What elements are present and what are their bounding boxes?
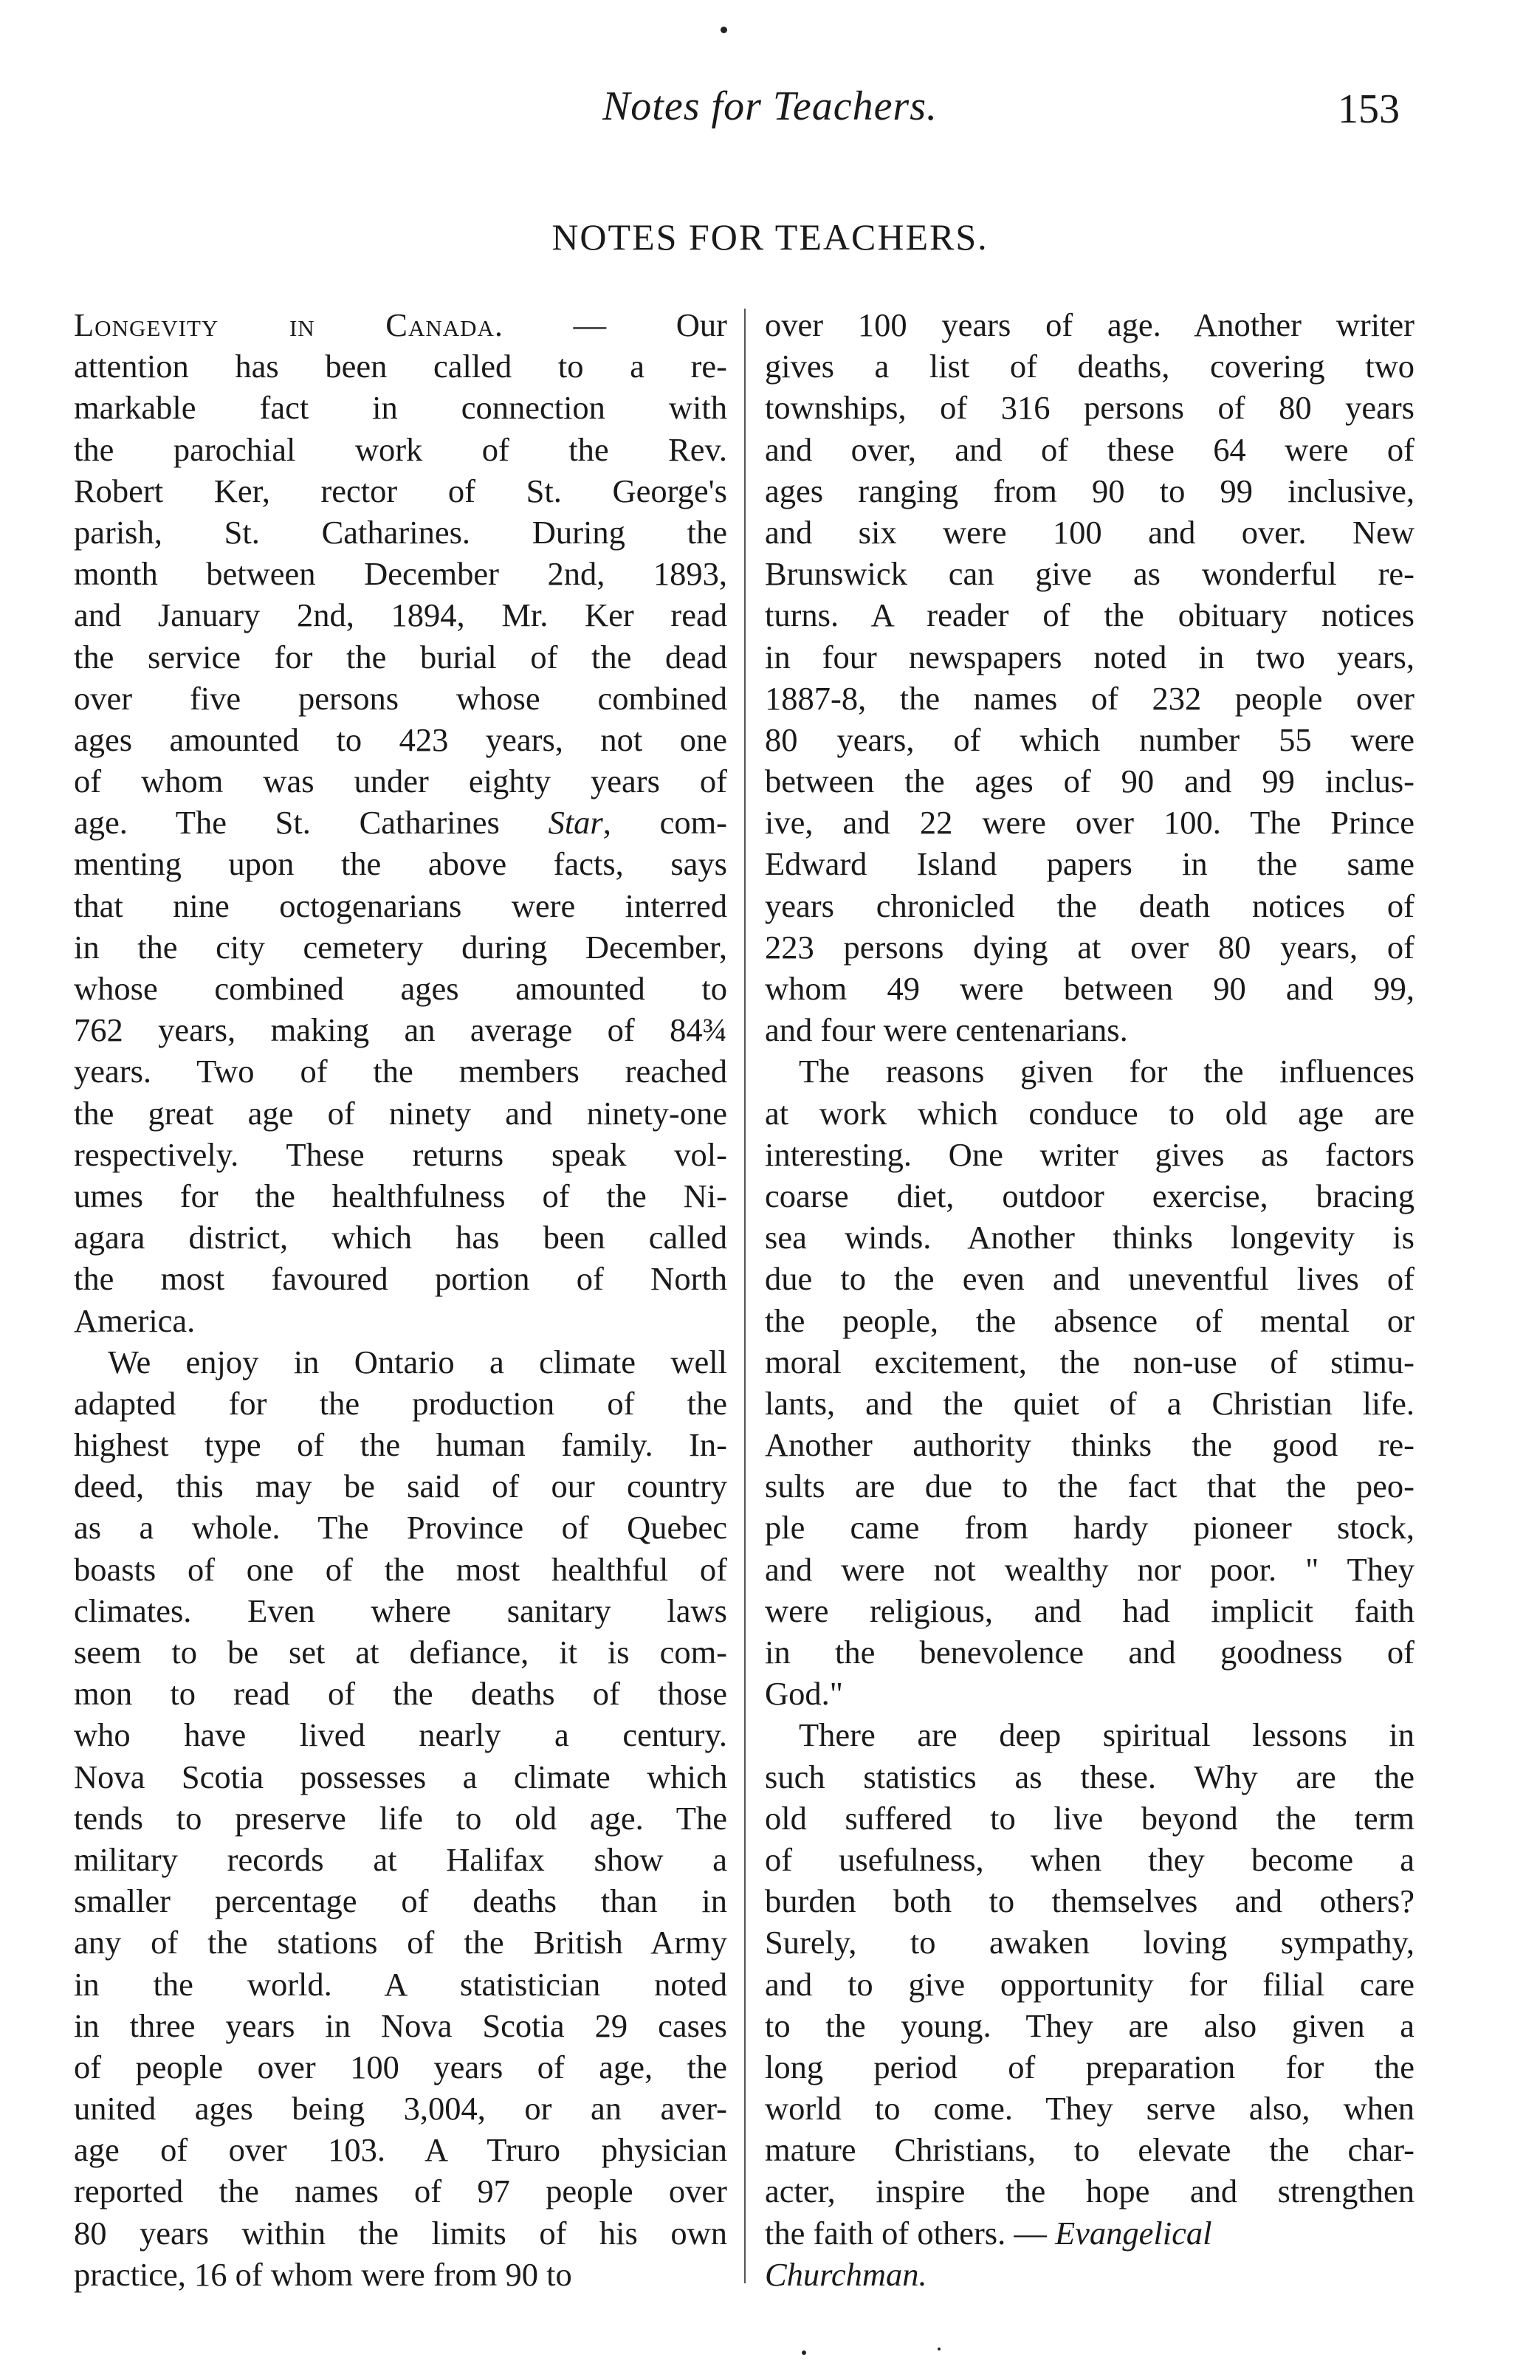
- text-line: 1887-8, the names of 232 people over: [765, 679, 1414, 717]
- text-line: age. The St. Catharines Star, com-: [74, 804, 727, 842]
- source-credit: Churchman.: [765, 2255, 927, 2293]
- text-line: the great age of ninety and ninety-one: [74, 1094, 727, 1132]
- text-line: due to the even and uneventful lives of: [765, 1260, 1414, 1298]
- text-line: years. Two of the members reached: [74, 1053, 727, 1090]
- text-line: highest type of the human family. In-: [74, 1426, 727, 1464]
- text-line: umes for the healthfulness of the Ni-: [74, 1177, 727, 1214]
- source-credit-continuation: [765, 2254, 1414, 2295]
- text-line: America.: [74, 1301, 196, 1339]
- text-line: whose combined ages amounted to: [74, 970, 727, 1007]
- text-line: any of the stations of the British Army: [74, 1924, 727, 1961]
- text-line: and over, and of these 64 were of: [765, 430, 1414, 468]
- text-line: over 100 years of age. Another writer: [765, 306, 1414, 343]
- text-line: Nova Scotia possesses a climate which: [74, 1758, 727, 1795]
- page-number: 153: [1338, 86, 1400, 132]
- text-line: Edward Island papers in the same: [765, 845, 1414, 883]
- text-line: tends to preserve life to old age. The: [74, 1799, 727, 1837]
- text-line: in three years in Nova Scotia 29 cases: [74, 2006, 727, 2044]
- text-line: smaller percentage of deaths than in: [74, 1882, 727, 1920]
- text-line: menting upon the above facts, says: [74, 845, 727, 883]
- text-line: united ages being 3,004, or an aver-: [74, 2090, 727, 2128]
- text-line: in the city cemetery during December,: [74, 928, 727, 966]
- text-line: of whom was under eighty years of: [74, 763, 727, 800]
- text-line: God.": [765, 1675, 843, 1713]
- text-line: that nine octogenarians were interred: [74, 887, 727, 924]
- printer-mark: [721, 27, 727, 33]
- section-title: NOTES FOR TEACHERS.: [551, 216, 989, 258]
- text-line: in the benevolence and goodness of: [765, 1634, 1414, 1671]
- text-line: in four newspapers noted in two years,: [765, 638, 1414, 675]
- text-line: the parochial work of the Rev.: [74, 430, 727, 468]
- text-line: ages amounted to 423 years, not one: [74, 720, 727, 758]
- text-line: the service for the burial of the dead: [74, 638, 727, 675]
- text-line: the people, the absence of mental or: [765, 1301, 1414, 1339]
- article-run-in-head: Longevity in Canada.: [74, 306, 504, 343]
- text-line: parish, St. Catharines. During the: [74, 513, 727, 551]
- text-line: and were not wealthy nor poor. " They: [765, 1550, 1414, 1588]
- text-line: and four were centenarians.: [765, 1011, 1128, 1049]
- text-line: world to come. They serve also, when: [765, 2090, 1414, 2128]
- running-head: [0, 83, 1540, 142]
- text-line: 762 years, making an average of 84¾: [74, 1011, 727, 1049]
- text-line: old suffered to live beyond the term: [765, 1799, 1414, 1837]
- text-line: boasts of one of the most healthful of: [74, 1550, 727, 1588]
- text-line: over five persons whose combined: [74, 679, 727, 717]
- text-line: practice, 16 of whom were from 90 to: [74, 2255, 572, 2293]
- text-line: of people over 100 years of age, the: [74, 2048, 727, 2085]
- text-line: markable fact in connection with: [74, 389, 727, 427]
- text-line: ive, and 22 were over 100. The Prince: [765, 804, 1414, 842]
- text-line: such statistics as these. Why are the: [765, 1758, 1414, 1795]
- text-line: deed, this may be said of our country: [74, 1468, 727, 1505]
- text-line: between the ages of 90 and 99 inclus-: [765, 763, 1414, 800]
- column-divider: [744, 309, 746, 2283]
- printer-mark: [938, 2348, 941, 2350]
- left-column: [74, 304, 727, 2295]
- right-column: [765, 304, 1414, 2295]
- text-line: [74, 304, 727, 345]
- text-line: and six were 100 and over. New: [765, 513, 1414, 551]
- text-line: townships, of 316 persons of 80 years: [765, 389, 1414, 427]
- text-line: acter, inspire the hope and strengthen: [765, 2173, 1414, 2210]
- text-line: the most favoured portion of North: [74, 1260, 727, 1298]
- text-line: who have lived nearly a century.: [74, 1716, 727, 1754]
- text-line: years chronicled the death notices of: [765, 887, 1414, 924]
- text-line: reported the names of 97 people over: [74, 2173, 727, 2210]
- text-line: 80 years within the limits of his own: [74, 2214, 727, 2252]
- text-line: gives a list of deaths, covering two: [765, 348, 1414, 385]
- text-line: ages ranging from 90 to 99 inclusive,: [765, 472, 1414, 509]
- text-line: attention has been called to a re-: [74, 348, 727, 385]
- text-line: sea winds. Another thinks longevity is: [765, 1219, 1414, 1256]
- text-line: seem to be set at defiance, it is com-: [74, 1634, 727, 1671]
- text-line: mon to read of the deaths of those: [74, 1675, 727, 1713]
- text-line: were religious, and had implicit faith: [765, 1592, 1414, 1629]
- text-line: age of over 103. A Truro physician: [74, 2131, 727, 2169]
- text-line: ple came from hardy pioneer stock,: [765, 1509, 1414, 1547]
- text-line: whom 49 were between 90 and 99,: [765, 970, 1414, 1007]
- text-line: turns. A reader of the obituary notices: [765, 596, 1414, 634]
- text-line: of usefulness, when they become a: [765, 1840, 1414, 1878]
- running-title: Notes for Teachers.: [602, 83, 938, 129]
- text-line: respectively. These returns speak vol-: [74, 1135, 727, 1173]
- text-line: 80 years, of which number 55 were: [765, 720, 1414, 758]
- text-line: long period of preparation for the: [765, 2048, 1414, 2085]
- text-line: coarse diet, outdoor exercise, bracing: [765, 1177, 1414, 1214]
- text-line: adapted for the production of the: [74, 1384, 727, 1422]
- text-line: sults are due to the fact that the peo-: [765, 1468, 1414, 1505]
- text-line: and January 2nd, 1894, Mr. Ker read: [74, 596, 727, 634]
- text-line: There are deep spiritual lessons in: [799, 1716, 1414, 1754]
- text-line: We enjoy in Ontario a climate well: [108, 1343, 727, 1380]
- text-line: as a whole. The Province of Quebec: [74, 1509, 727, 1547]
- text-line: Surely, to awaken loving sympathy,: [765, 1924, 1414, 1961]
- text-fragment: — Our: [503, 306, 727, 343]
- text-line: [765, 2212, 1414, 2254]
- text-line: Robert Ker, rector of St. George's: [74, 472, 727, 509]
- text-line: and to give opportunity for filial care: [765, 1965, 1414, 2003]
- text-line: at work which conduce to old age are: [765, 1094, 1414, 1132]
- text-line: The reasons given for the influences: [799, 1053, 1414, 1090]
- text-line: mature Christians, to elevate the char-: [765, 2131, 1414, 2169]
- printer-mark: [802, 2350, 806, 2355]
- text-line: burden both to themselves and others?: [765, 1882, 1414, 1920]
- text-line: lants, and the quiet of a Christian life.: [765, 1384, 1414, 1422]
- text-line: interesting. One writer gives as factors: [765, 1135, 1414, 1173]
- text-line: climates. Even where sanitary laws: [74, 1592, 727, 1629]
- text-line: military records at Halifax show a: [74, 1840, 727, 1878]
- text-line: agara district, which has been called: [74, 1219, 727, 1256]
- text-line: month between December 2nd, 1893,: [74, 555, 727, 593]
- text-line: Another authority thinks the good re-: [765, 1426, 1414, 1464]
- text-line: 223 persons dying at over 80 years, of: [765, 928, 1414, 966]
- text-line: moral excitement, the non-use of stimu-: [765, 1343, 1414, 1380]
- text-line: in the world. A statistician noted: [74, 1965, 727, 2003]
- text-fragment: the faith of others. —: [765, 2214, 1055, 2252]
- text-line: to the young. They are also given a: [765, 2006, 1414, 2044]
- text-line: Brunswick can give as wonderful re-: [765, 555, 1414, 593]
- source-credit: Evangelical: [1054, 2214, 1212, 2252]
